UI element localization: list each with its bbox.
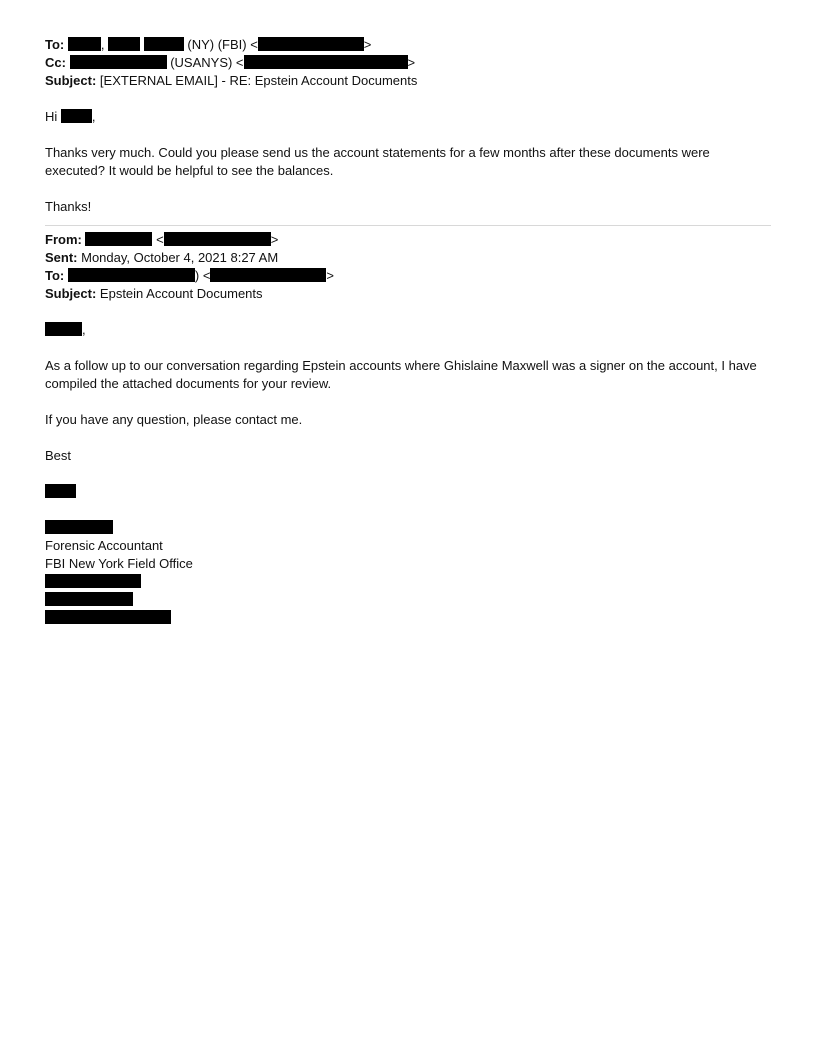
redaction-bar — [164, 232, 271, 246]
redaction-bar — [144, 37, 184, 51]
signature-name-redacted — [45, 519, 771, 537]
redaction-bar — [210, 268, 326, 282]
original-to-line — [45, 267, 771, 285]
redaction-bar — [45, 322, 82, 336]
signature-contact-redacted — [45, 573, 771, 591]
redaction-bar — [45, 592, 133, 606]
to-label: To: — [45, 37, 65, 52]
from-label: From: — [45, 232, 82, 247]
close-bracket: > — [270, 232, 279, 247]
redaction-bar — [45, 484, 76, 498]
signature-name-redacted — [45, 483, 771, 501]
original-greeting — [45, 321, 771, 339]
comma: , — [91, 109, 96, 124]
sent-value: Monday, October 4, 2021 8:27 AM — [81, 250, 279, 265]
reply-body: Thanks very much. Could you please send us the account statements for a few months after these documents were executed? It would be helpful to see the balances. — [45, 145, 710, 178]
to-label: To: — [45, 268, 65, 283]
reply-subject-line — [45, 72, 771, 90]
subject-label: Subject: — [45, 286, 97, 301]
redaction-bar — [61, 109, 92, 123]
redaction-bar — [244, 55, 408, 69]
signature-title: Forensic Accountant — [45, 538, 163, 553]
redaction-bar — [45, 574, 141, 588]
original-sent-line — [45, 249, 771, 267]
redaction-bar — [45, 520, 113, 534]
cc-recipient-text: (USANYS) < — [170, 55, 244, 70]
email-document — [45, 36, 771, 627]
greeting-text: Hi — [45, 109, 58, 124]
redaction-bar — [108, 37, 140, 51]
subject-value: [EXTERNAL EMAIL] - RE: Epstein Account Documents — [99, 73, 418, 88]
reply-cc-line — [45, 54, 771, 72]
message-divider — [45, 225, 771, 226]
close-bracket: > — [363, 37, 372, 52]
original-body: As a follow up to our conversation regarding Epstein accounts where Ghislaine Maxwell was a signer on the account, I have compiled the attached documents for your review. — [45, 358, 757, 391]
sent-label: Sent: — [45, 250, 78, 265]
original-from-line — [45, 231, 771, 249]
redaction-bar — [85, 232, 152, 246]
redaction-bar — [258, 37, 364, 51]
redaction-bar — [45, 610, 171, 624]
original-subject-line — [45, 285, 771, 303]
reply-greeting — [45, 108, 771, 126]
subject-value: Epstein Account Documents — [99, 286, 263, 301]
reply-to-line — [45, 36, 771, 54]
redaction-bar — [68, 268, 195, 282]
close-bracket: > — [326, 268, 335, 283]
signature-contact-redacted — [45, 591, 771, 609]
comma: , — [82, 322, 86, 337]
signature-office: FBI New York Field Office — [45, 556, 193, 571]
reply-signoff: Thanks! — [45, 199, 92, 214]
redaction-bar — [68, 37, 101, 51]
subject-label: Subject: — [45, 73, 97, 88]
original-closing: Best — [45, 448, 72, 463]
signature-contact-redacted — [45, 609, 771, 627]
to-recipient-text: (NY) (FBI) < — [187, 37, 258, 52]
close-bracket: > — [407, 55, 416, 70]
cc-label: Cc: — [45, 55, 66, 70]
open-bracket: < — [156, 232, 164, 247]
redaction-bar — [70, 55, 167, 69]
to-recipient-text: ) < — [194, 268, 211, 283]
comma: , — [100, 37, 105, 52]
original-contact-line: If you have any question, please contact me. — [45, 412, 303, 427]
